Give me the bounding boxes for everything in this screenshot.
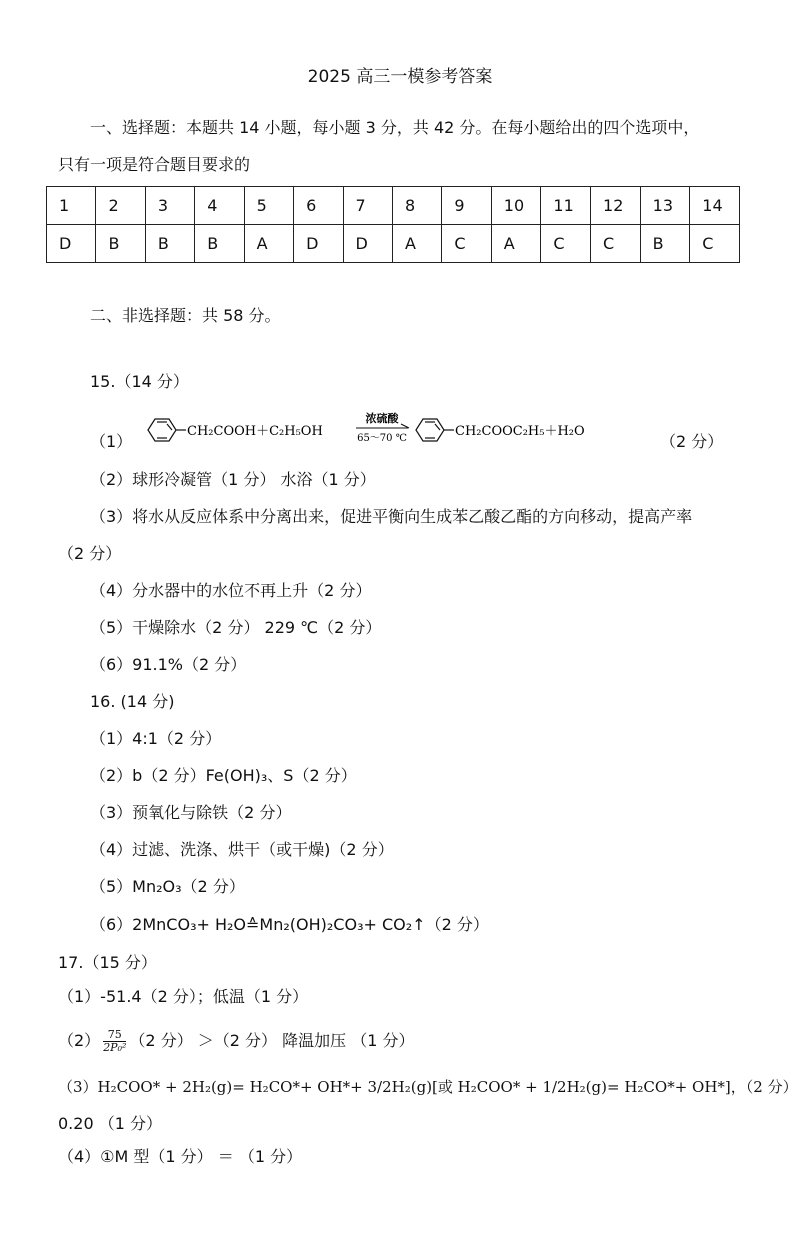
q16-part3: （3）预氧化与除铁（2 分） — [90, 803, 292, 822]
answer-table-number-row — [47, 187, 740, 225]
benzene-ring-icon — [148, 419, 186, 441]
reactant-text: CH₂COOH＋C₂H₅OH — [187, 424, 323, 439]
q15-part2: （2）球形冷凝管（1 分） 水浴（1 分） — [90, 470, 376, 489]
answer-cell: D — [343, 225, 392, 263]
question-number-cell: 13 — [640, 187, 690, 225]
q15-header: 15.（14 分） — [90, 372, 189, 391]
question-number-cell: 2 — [96, 187, 145, 225]
fraction-numerator: 75 — [103, 1029, 126, 1042]
section2-heading: 二、非选择题：共 58 分。 — [90, 306, 281, 325]
answer-cell: C — [541, 225, 591, 263]
section1-intro-line1: 一、选择题：本题共 14 小题，每小题 3 分，共 42 分。在每小题给出的四个选项中， — [90, 118, 700, 137]
question-number-cell: 10 — [491, 187, 541, 225]
answer-cell: B — [96, 225, 145, 263]
answer-table-answer-row — [47, 225, 740, 263]
q17-part4: （4）①M 型（1 分） ＝ （1 分） — [58, 1147, 303, 1166]
answer-cell: D — [47, 225, 96, 263]
answer-cell: C — [690, 225, 740, 263]
q16-part4: （4）过滤、洗涤、烘干（或干燥)（2 分） — [90, 840, 394, 859]
answer-cell: C — [442, 225, 491, 263]
equilibrium-constant-fraction — [103, 1029, 126, 1054]
question-number-cell: 4 — [195, 187, 244, 225]
answer-cell: C — [591, 225, 641, 263]
q16-part2: （2）b（2 分）Fe(OH)₃、S（2 分） — [90, 766, 357, 785]
q17-header: 17.（15 分） — [58, 953, 157, 972]
q17-part2-label: （2） — [58, 1031, 101, 1050]
q17-part3: （3）H₂COO* + 2H₂(g)= H₂CO*+ OH*+ 3/2H₂(g)[或 H₂COO* + 1/2H₂(g)= H₂CO*+ OH*]，（2 分） — [58, 1078, 798, 1096]
q15-part1-label: （1） — [90, 432, 133, 451]
section1-intro-line2: 只有一项是符合题目要求的 — [58, 155, 251, 174]
q15-part3-line1: （3）将水从反应体系中分离出来，促进平衡向生成苯乙酸乙酯的方向移动，提高产率 — [90, 507, 693, 526]
q16-part1: （1）4:1（2 分） — [90, 729, 222, 748]
page-title: 2025 高三一模参考答案 — [307, 67, 493, 87]
question-number-cell: 3 — [145, 187, 194, 225]
q17-part2 — [58, 1026, 414, 1056]
question-number-cell: 1 — [47, 187, 96, 225]
answer-cell: A — [392, 225, 441, 263]
answer-table — [46, 186, 740, 263]
esterification-equation — [146, 408, 658, 448]
fraction-denominator: 2P₀² — [103, 1041, 127, 1054]
q15-part5: （5）干燥除水（2 分） 229 ℃（2 分） — [90, 618, 382, 637]
answer-cell: A — [491, 225, 541, 263]
q15-part1-score: （2 分） — [660, 432, 724, 451]
question-number-cell: 8 — [392, 187, 441, 225]
reaction-condition-bottom: 65～70 ℃ — [357, 433, 407, 444]
answer-cell: D — [294, 225, 343, 263]
q15-part3-line2: （2 分） — [58, 544, 122, 563]
answer-cell: B — [145, 225, 194, 263]
q16-header: 16. (14 分) — [90, 692, 175, 711]
answer-cell: B — [195, 225, 244, 263]
question-number-cell: 12 — [591, 187, 641, 225]
q16-part5: （5）Mn₂O₃（2 分） — [90, 877, 245, 896]
q17-part1: （1）-51.4（2 分）；低温（1 分） — [58, 987, 309, 1006]
q15-part6: （6）91.1%（2 分） — [90, 655, 247, 674]
question-number-cell: 5 — [244, 187, 293, 225]
question-number-cell: 9 — [442, 187, 491, 225]
answer-cell: B — [640, 225, 690, 263]
question-number-cell: 14 — [690, 187, 740, 225]
q17-part3-extra: 0.20 （1 分） — [58, 1114, 162, 1133]
reaction-condition-top: 浓硫酸 — [365, 412, 399, 425]
product-text: CH₂COOC₂H₅＋H₂O — [455, 424, 585, 439]
question-number-cell: 6 — [294, 187, 343, 225]
question-number-cell: 7 — [343, 187, 392, 225]
q15-part4: （4）分水器中的水位不再上升（2 分） — [90, 581, 372, 600]
benzene-ring-icon — [416, 419, 454, 441]
answer-cell: A — [244, 225, 293, 263]
q16-part6: （6）2MnCO₃+ H₂O≙Mn₂(OH)₂CO₃+ CO₂↑（2 分） — [90, 915, 489, 934]
question-number-cell: 11 — [541, 187, 591, 225]
q17-part2-rest: （2 分） ＞（2 分） 降温加压 （1 分） — [129, 1031, 415, 1050]
